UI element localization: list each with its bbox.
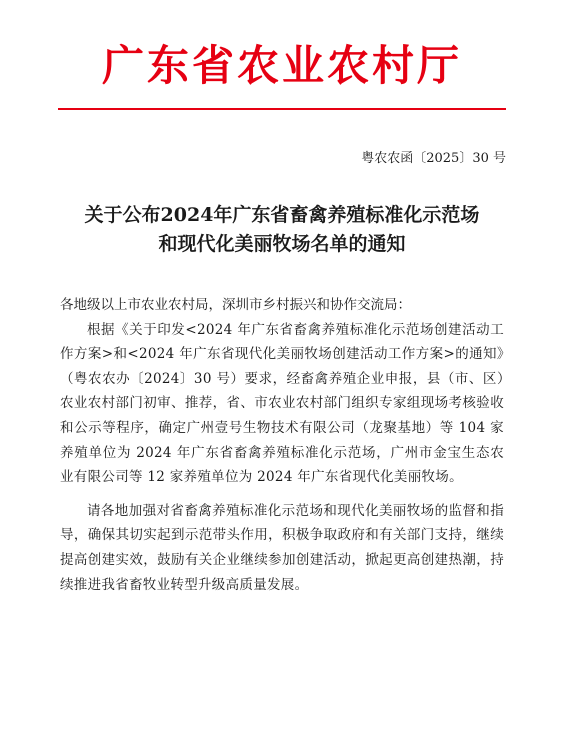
masthead-title: 广东省农业农村厅 — [101, 41, 462, 90]
document-title — [40, 201, 524, 259]
addressee-line: 各地级以上市农业农村局，深圳市乡村振兴和协作交流局： — [60, 297, 411, 313]
masthead-divider — [58, 108, 506, 110]
document-title-line-2: 和现代化美丽牧场名单的通知 — [158, 233, 406, 255]
document-number: 粤农农函〔2025〕30 号 — [361, 151, 506, 166]
document-title-line-1: 关于公布2024年广东省畜禽养殖标准化示范场 — [84, 204, 480, 226]
document-body — [60, 293, 504, 597]
body-paragraph-1: 根据《关于印发<2024 年广东省畜禽养殖标准化示范场创建活动工作方案>和<2024 年广东省现代化美丽牧场创建活动工作方案>的通知》（粤农农办〔2024〕30 号）要求，经畜禽养殖企业申报，县（市、区）农业农村部门初审、推荐，省、市农业农村部门组织专家组现场考核验收和公示等程序，确定广州壹号生物技术有限公司（龙聚基地）等 104 家养殖单位为 2024 年广东省畜禽养殖标准化示范场，广州市金宝生态农业有限公司等 12 家养殖单位为 2024 年广东省现代化美丽牧场。 — [60, 321, 504, 486]
body-paragraph-2: 请各地加强对省畜禽养殖标准化示范场和现代化美丽牧场的监督和指导，确保其切实起到示范带头作用，积极争取政府和有关部门支持，继续提高创建实效，鼓励有关企业继续参加创建活动，掀起更高创建热潮，持续推进我省畜牧业转型升级高质量发展。 — [60, 502, 504, 593]
